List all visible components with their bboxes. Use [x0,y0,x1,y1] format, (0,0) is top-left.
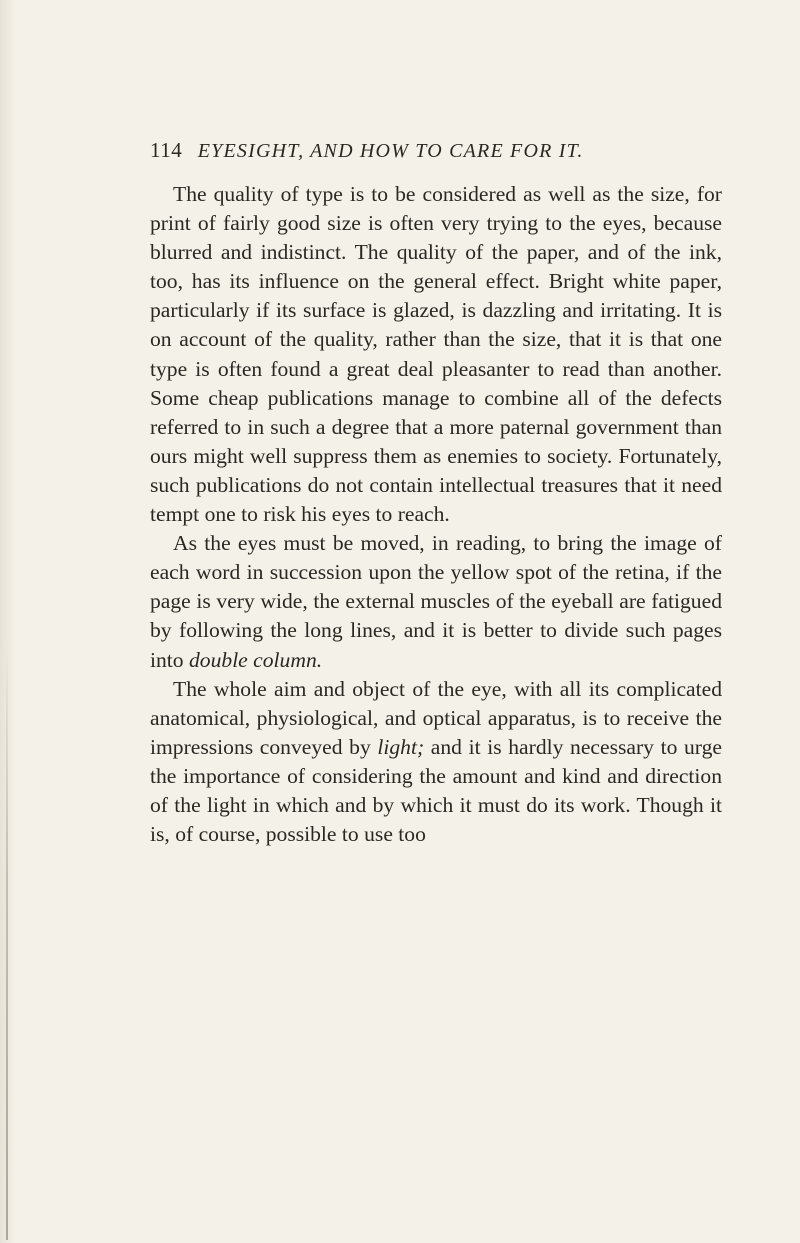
page-gutter-shadow [0,0,16,1243]
running-title: EYESIGHT, AND HOW TO CARE FOR IT. [197,140,584,162]
paragraph-text: The whole aim and object of the eye, with all its complicated anatomical, physiological, and optical apparatus, is to receive the impressions conveyed by [150,676,722,759]
page-number: 114 [150,138,183,162]
page-gutter-line [6,640,8,1240]
running-head [150,136,710,164]
paragraph-type-quality [150,180,722,529]
paragraph-light [150,675,722,850]
body-text [150,180,722,849]
paragraph-text: As the eyes must be moved, in reading, to bring the image of each word in succession upon the yellow spot of the retina, if the page is very wide, the external muscles of the eyeball are fatigued by following the long lines, and it is better to divide such pages into [150,531,722,672]
italic-word-light: light; [377,734,425,759]
paragraph-text: The quality of type is to be considered as well as the size, for print of fairly good size is often very trying to the eyes, because blurred and indistinct. The quality of the paper, and of the ink, too, has its influence on the general effect. Bright white paper, particularly if its surface is glazed, is dazzling and irritating. It is on account of the quality, rather than the size, that it is that one type is often found a great deal pleasanter to read than another. Some cheap publications manage to combine all of the defects referred to in such a degree that a more paternal government than ours might well suppress them as enemies to society. Fortunately, such publications do not contain intellectual treasures that it need tempt one to risk his eyes to reach. [150,182,722,527]
paragraph-text-after: and it is hardly necessary to urge the importance of considering the amount and kind and direction of the light in which and by which it must do its work. Though it is, of course, possible to use too [150,734,722,847]
italic-phrase-double-column: double column. [189,647,323,672]
paragraph-eye-movement [150,529,722,674]
